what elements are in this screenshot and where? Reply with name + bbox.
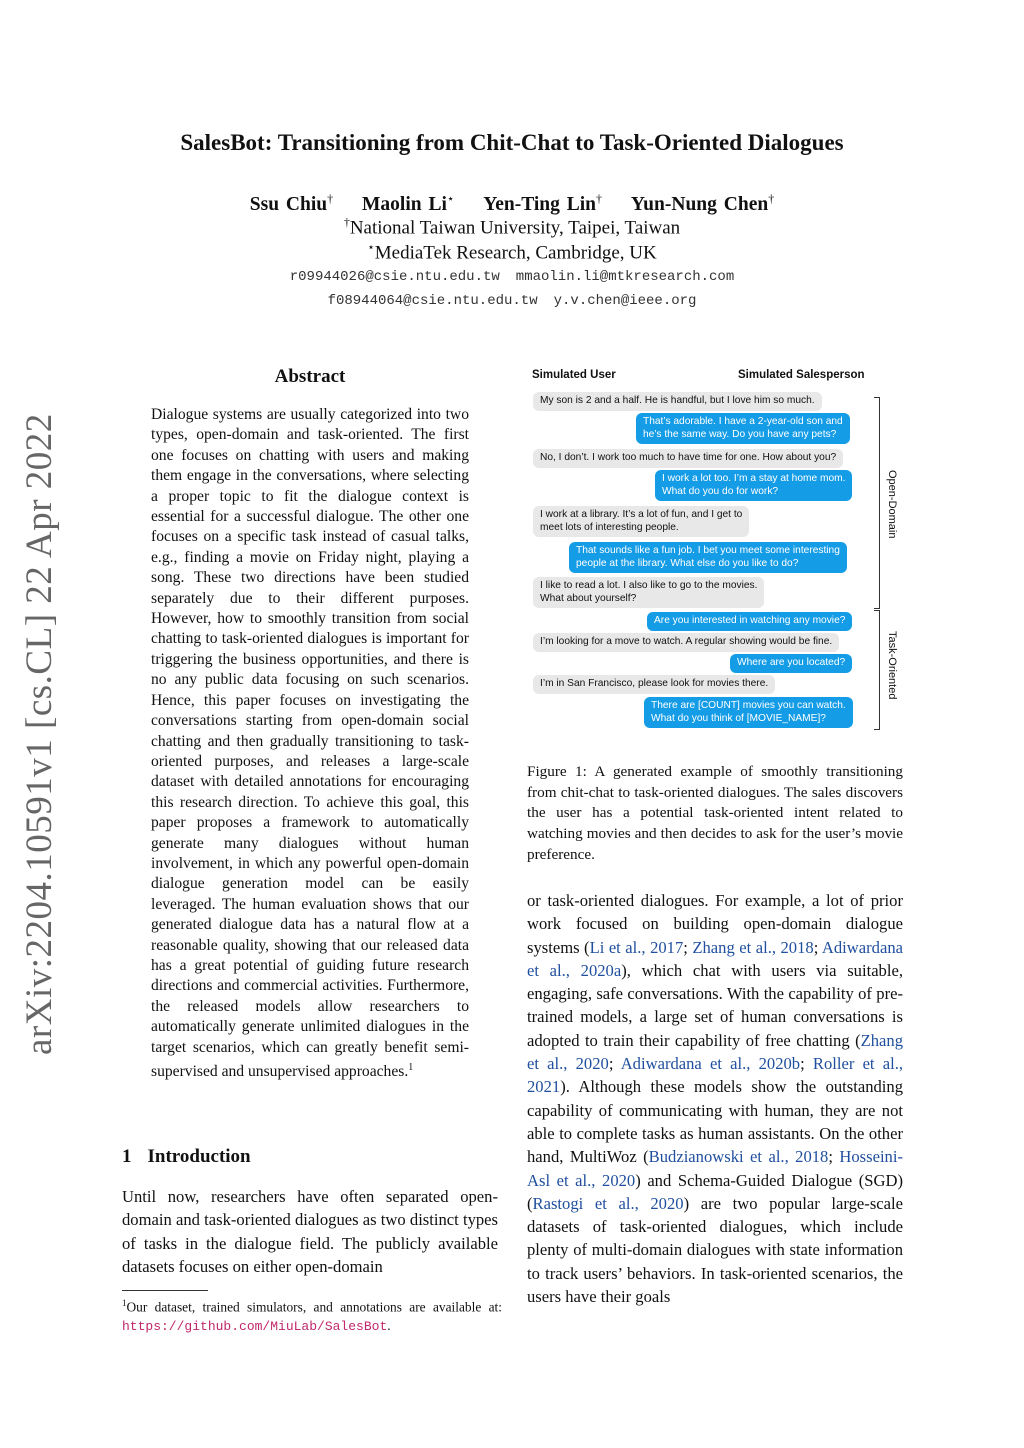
task-oriented-bracket <box>874 610 880 730</box>
section-heading: 1 Introduction <box>122 1146 251 1167</box>
footnote-marker: 1 <box>408 1062 414 1073</box>
chat-bubble-salesperson: There are [COUNT] movies you can watch. What do you think of [MOVIE_NAME]? <box>644 697 853 728</box>
citation: Roller et al., 2021 <box>527 1054 904 1097</box>
email: r09944026@csie.ntu.edu.tw <box>289 269 500 285</box>
abstract-body: Dialogue systems are usually categorized into two types, open-domain and task-oriented. The first one focuses on chatting with users and making them engage in the conversations, where selecting a proper topic to fit the dialogue context is essential for a successful dialogue. The other one focuses on a specific task instead of casual talks, e.g., finding a movie on Friday night, playing a song. These two directions have been studied separately due to their different purposes. However, how to smoothly transition from social chatting to task-oriented dialogues is important for triggering the business opportunities, and there is no any public data focusing on such scenarios. Hence, this paper focuses on investigating the conversations starting from open-domain social chatting and then gradually transitioning to task-oriented purposes, and releases a large-scale dataset with detailed annotations for encouraging this research direction. To achieve this goal, this paper proposes a framework to automatically generate many dialogues without human involvement, in which any powerful open-domain dialogue generation model can be easily leveraged. The human evaluation shows that our generated dialogue data has a natural flow at a reasonable quality, showing that our released data has a great potential of guiding future research directions and commercial activities. Furthermore, the released models allow researchers to automatically generate unlimited dialogues in the target scenarios, which can greatly benefit semi-supervised and unsupervised approaches.$^1$ <box>151 406 469 1081</box>
author: Yun-Nung Chen† <box>630 191 775 215</box>
citation: Adiwardana et al., 2020b <box>620 1054 801 1074</box>
chat-bubble-salesperson: Are you interested in watching any movie? <box>647 612 852 631</box>
author: Yen-Ting Lin† <box>483 191 603 215</box>
author-list <box>0 191 1024 216</box>
chat-bubble-salesperson: That sounds like a fun job. I bet you meet some interesting people at the library. What else do you like to do? <box>569 542 847 573</box>
email-row <box>0 293 1024 309</box>
chat-bubble-user: I’m in San Francisco, please look for movies there. <box>533 675 775 694</box>
open-domain-label: Open-Domain <box>886 470 898 539</box>
simulated-user-header: Simulated User <box>532 369 616 381</box>
author: Maolin Li⋆ <box>362 191 455 215</box>
citation: Li et al., 2017 <box>589 937 684 957</box>
chat-bubble-user: I’m looking for a move to watch. A regular showing would be fine. <box>533 633 839 652</box>
email: mmaolin.li@mtkresearch.com <box>515 269 735 285</box>
chat-bubble-user: I like to read a lot. I also like to go to the movies. What about yourself? <box>533 577 764 608</box>
author: Ssu Chiu† <box>249 191 334 215</box>
affiliation: ⋆MediaTek Research, Cambridge, UK <box>367 240 657 264</box>
chat-bubble-user: My son is 2 and a half. He is handful, but I love him so much. <box>533 392 822 411</box>
citation: Zhang et al., 2020 <box>527 1030 903 1074</box>
github-link[interactable]: https://github.com/MiuLab/SalesBot <box>122 1319 388 1335</box>
arxiv-identifier: arXiv:2204.10591v1 [cs.CL] 22 Apr 2022 <box>19 413 60 1055</box>
paper-title: SalesBot: Transitioning from Chit-Chat to Task-Oriented Dialogues <box>180 130 844 155</box>
chat-bubble-salesperson: Where are you located? <box>730 654 852 673</box>
email: y.v.chen@ieee.org <box>553 293 697 309</box>
citation: Hosseini-Asl et al., 2020 <box>527 1147 903 1190</box>
simulated-salesperson-header: Simulated Salesperson <box>738 369 865 381</box>
chat-bubble-user: I work at a library. It’s a lot of fun, and I get to meet lots of interesting people. <box>533 506 749 537</box>
figure-caption: Figure 1: A generated example of smoothly transitioning from chit-chat to task-oriented dialogues. The sales discovers the user has a potential task-oriented intent related to watching movies and then decides to ask for the user’s movie preference. <box>527 763 903 863</box>
email-row <box>0 269 1024 285</box>
abstract-heading: Abstract <box>274 366 346 387</box>
affiliation: †National Taiwan University, Taipei, Taiwan <box>343 215 681 239</box>
chat-bubble-salesperson: That’s adorable. I have a 2-year-old son and he’s the same way. Do you have any pets? <box>636 413 850 444</box>
email: f08944064@csie.ntu.edu.tw <box>327 293 538 309</box>
citation: Budzianowski et al., 2018 <box>648 1147 829 1167</box>
citation: Zhang et al., 2018 <box>692 937 814 957</box>
footnote-rule <box>122 1290 208 1291</box>
citation: Rastogi et al., 2020 <box>532 1193 684 1213</box>
chat-bubble-salesperson: I work a lot too. I’m a stay at home mom. What do you do for work? <box>655 470 852 501</box>
citation: Adiwardana et al., 2020a <box>527 937 903 980</box>
figure-dialogue <box>527 365 907 740</box>
intro-paragraph: Until now, researchers have often separated open-domain and task-oriented dialogues as two distinct types of tasks in the dialogue field. The publicly available datasets focuses on either open-domain <box>122 1187 498 1276</box>
task-oriented-label: Task-Oriented <box>886 631 898 700</box>
intro-paragraph-continued: or task-oriented dialogues. For example, a lot of prior work focused on building open-domain dialogue systems (Li et al., 2017; Zhang et al., 2018; Adiwardana et al., 2020a), which chat with users via suitable, engaging, safe conversations. With the capability of pre-trained models, a large set of human conversations is adopted to train their capability of free chatting (Zhang et al., 2020; Adiwardana et al., 2020b; Roller et al., 2021). Although these models show the outstanding capability of communicating with human, they are not able to complete tasks as human assistants. On the other hand, MultiWoz (Budzianowski et al., 2018; Hosseini-Asl et al., 2020) and Schema-Guided Dialogue (SGD) (Rastogi et al., 2020) are two popular large-scale datasets of task-oriented dialogues, which include plenty of multi-domain dialogues with state information to track users’ behaviors. In task-oriented scenarios, the users have their goals <box>527 891 904 1307</box>
chat-bubble-user: No, I don’t. I work too much to have time for one. How about you? <box>533 449 843 468</box>
footnote: $^1$Our dataset, trained simulators, and annotations are available at: https://github.com/MiuLab/SalesBot. <box>122 1298 502 1335</box>
open-domain-bracket <box>874 397 880 609</box>
